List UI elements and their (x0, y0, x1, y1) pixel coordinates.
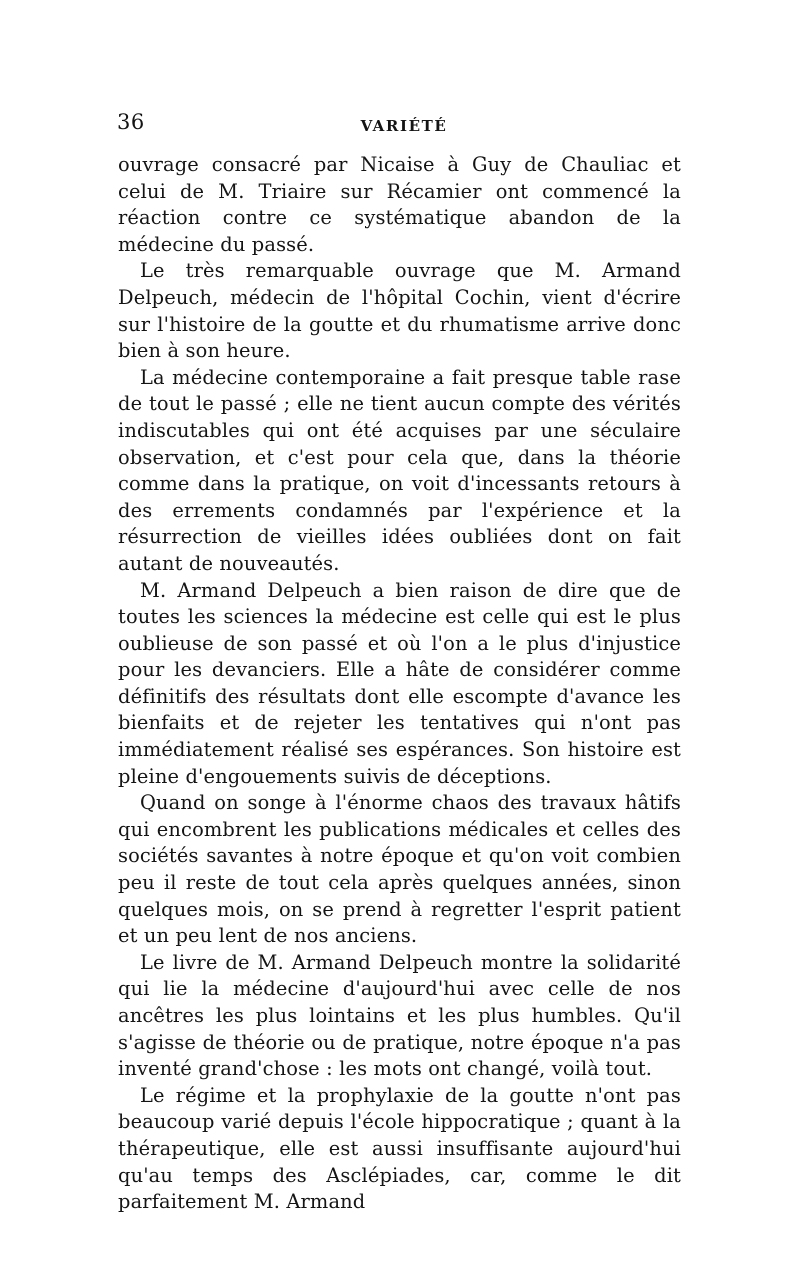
paragraph: Quand on songe à l'énorme chaos des travaux hâtifs qui encombrent les publications médicales et celles des sociétés savantes à notre époque et qu'on voit combien peu il reste de tout cela après quelques années, sinon quelques mois, on se prend à regretter l'esprit patient et un peu lent de nos anciens. (118, 791, 681, 948)
paragraph: M. Armand Delpeuch a bien raison de dire que de toutes les sciences la médecine est celle qui est le plus oublieuse de son passé et où l'on a le plus d'injustice pour les devanciers. Elle a hâte de considérer comme définitifs des résultats dont elle escompte d'avance les bienfaits et de rejeter les tentatives qui n'ont pas immédiatement réalisé ses espérances. Son histoire est pleine d'engouements suivis de déceptions. (118, 578, 681, 788)
running-title: VARIÉTÉ (360, 117, 448, 135)
page-number: 36 (117, 110, 145, 134)
body-text (118, 152, 681, 1216)
paragraph: Le très remarquable ouvrage que M. Armand Delpeuch, médecin de l'hôpital Cochin, vient d'écrire sur l'histoire de la goutte et du rhumatisme arrive donc bien à son heure. (118, 259, 681, 363)
paragraph: Le livre de M. Armand Delpeuch montre la solidarité qui lie la médecine d'aujourd'hui avec celle de nos ancêtres les plus lointains et les plus humbles. Qu'il s'agisse de théorie ou de pratique, notre époque n'a pas inventé grand'chose : les mots ont changé, voilà tout. (118, 950, 681, 1081)
paragraph: Le régime et la prophylaxie de la goutte n'ont pas beaucoup varié depuis l'école hippocratique ; quant à la thérapeutique, elle est aussi insuffisante aujourd'hui qu'au temps des Asclépiades, car, comme le dit parfaitement M. Armand (118, 1083, 681, 1214)
paragraph-continued: ouvrage consacré par Nicaise à Guy de Chauliac et celui de M. Triaire sur Récamier ont commencé la réaction contre ce systématique abandon de la médecine du passé. (118, 153, 681, 256)
paragraph: La médecine contemporaine a fait presque table rase de tout le passé ; elle ne tient aucun compte des vérités indiscutables qui ont été acquises par une séculaire observation, et c'est pour cela que, dans la théorie comme dans la pratique, on voit d'incessants retours à des errements condamnés par l'expérience et la résurrection de vieilles idées oubliées dont on fait autant de nouveautés. (118, 365, 681, 575)
